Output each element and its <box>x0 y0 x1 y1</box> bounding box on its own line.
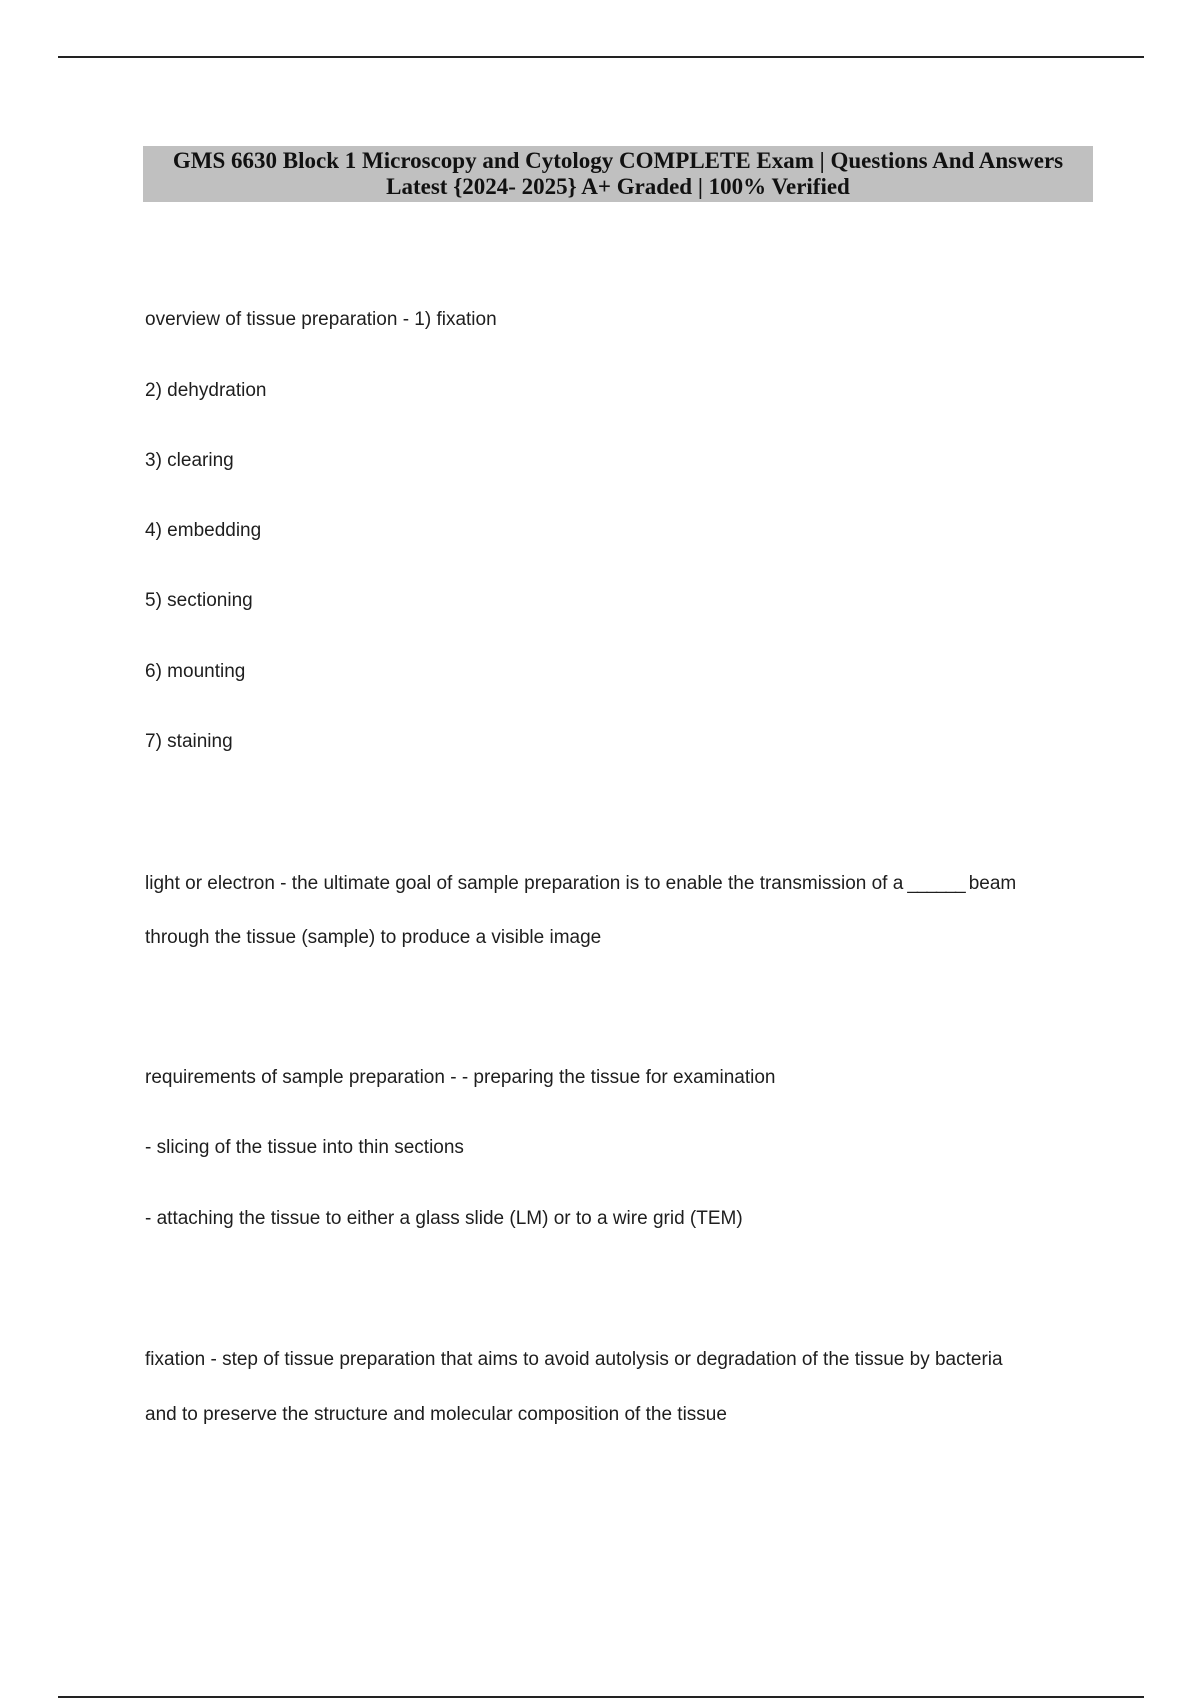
qa-line <box>145 872 1016 896</box>
qa-line: overview of tissue preparation - 1) fixation <box>145 309 497 330</box>
qa-line: 5) sectioning <box>145 590 253 611</box>
header-rule <box>58 56 1144 58</box>
footer-rule <box>58 1696 1144 1698</box>
qa-line: 4) embedding <box>145 520 262 541</box>
qa-line: requirements of sample preparation - - preparing the tissue for examination <box>145 1067 776 1088</box>
qa-line: 7) staining <box>145 731 233 752</box>
qa-line: through the tissue (sample) to produce a visible image <box>145 927 602 948</box>
fill-in-blank: ______ <box>907 873 965 894</box>
qa-line: fixation - step of tissue preparation that aims to avoid autolysis or degradation of the tissue by bacteria <box>145 1349 1003 1370</box>
title-line-2: Latest {2024- 2025} A+ Graded | 100% Verified <box>386 174 850 199</box>
qa-line: 3) clearing <box>145 450 234 471</box>
qa-line: 6) mounting <box>145 661 246 682</box>
qa-text: light or electron - the ultimate goal of sample preparation is to enable the transmission of a <box>145 873 904 894</box>
qa-line: - slicing of the tissue into thin sections <box>145 1137 464 1158</box>
qa-line: and to preserve the structure and molecular composition of the tissue <box>145 1404 727 1425</box>
qa-line: 2) dehydration <box>145 380 267 401</box>
qa-line: - attaching the tissue to either a glass slide (LM) or to a wire grid (TEM) <box>145 1208 743 1229</box>
qa-text: beam <box>968 873 1017 894</box>
title-line-1: GMS 6630 Block 1 Microscopy and Cytology COMPLETE Exam | Questions And Answers <box>172 148 1064 173</box>
document-title <box>143 146 1093 202</box>
